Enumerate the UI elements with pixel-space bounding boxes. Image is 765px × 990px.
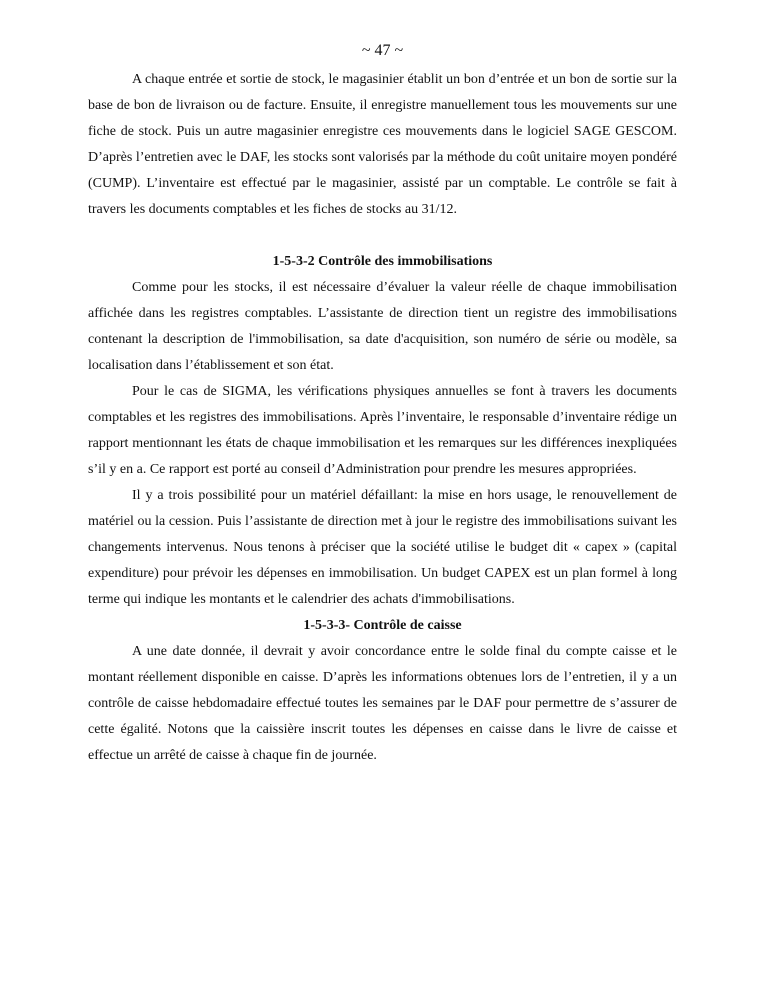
page-number: ~ 47 ~ xyxy=(361,42,404,59)
paragraph-immobilisations-intro: Comme pour les stocks, il est nécessaire d’évaluer la valeur réelle de chaque immobilisation affichée dans les registres comptables. L’assistante de direction tient un registre des immobilisations contenant la description de l'immobilisation, sa date d'acquisition, son numéro de série ou modèle, sa localisation dans l’établissement et son état. xyxy=(88,280,677,373)
paragraph-materiel-defaillant: Il y a trois possibilité pour un matériel défaillant: la mise en hors usage, le renouvellement de matériel ou la cession. Puis l’assistante de direction met à jour le registre des immobilisations suivant les changements intervenus. Nous tenons à préciser que la société utilise le budget dit « capex » (capital expenditure) pour prévoir les dépenses en immobilisation. Un budget CAPEX est un plan formel à long terme qui indique les montants et le calendrier des achats d'immobilisations. xyxy=(88,488,677,607)
paragraph-caisse: A une date donnée, il devrait y avoir concordance entre le solde final du compte caisse et le montant réellement disponible en caisse. D’après les informations obtenues lors de l’entretien, il y a un contrôle de caisse hebdomadaire effectué toutes les semaines par le DAF pour permettre de s’assurer de cette égalité. Notons que la caissière inscrit toutes les dépenses en caisse dans le livre de caisse et effectue un arrêté de caisse à chaque fin de journée. xyxy=(88,644,677,763)
document-page xyxy=(88,40,677,769)
paragraph-stock: A chaque entrée et sortie de stock, le magasinier établit un bon d’entrée et un bon de sortie sur la base de bon de livraison ou de facture. Ensuite, il enregistre manuellement tous les mouvements sur une fiche de stock. Puis un autre magasinier enregistre ces mouvements dans le logiciel SAGE GESCOM. D’après l’entretien avec le DAF, les stocks sont valorisés par la méthode du coût unitaire moyen pondéré (CUMP). L’inventaire est effectué par le magasinier, assisté par un comptable. Le contrôle se fait à travers les documents comptables et les fiches de stocks au 31/12. xyxy=(88,72,677,217)
heading-immobilisations: 1-5-3-2 Contrôle des immobilisations xyxy=(272,254,493,269)
paragraph-sigma-verification: Pour le cas de SIGMA, les vérifications physiques annuelles se font à travers les documents comptables et les registres des immobilisations. Après l’inventaire, le responsable d’inventaire rédige un rapport mentionnant les états de chaque immobilisation et les remarques sur les différences inexpliquées s’il y en a. Ce rapport est porté au conseil d’Administration pour prendre les mesures appropriées. xyxy=(88,384,677,477)
spacer xyxy=(88,223,677,249)
heading-caisse: 1-5-3-3- Contrôle de caisse xyxy=(303,618,462,633)
